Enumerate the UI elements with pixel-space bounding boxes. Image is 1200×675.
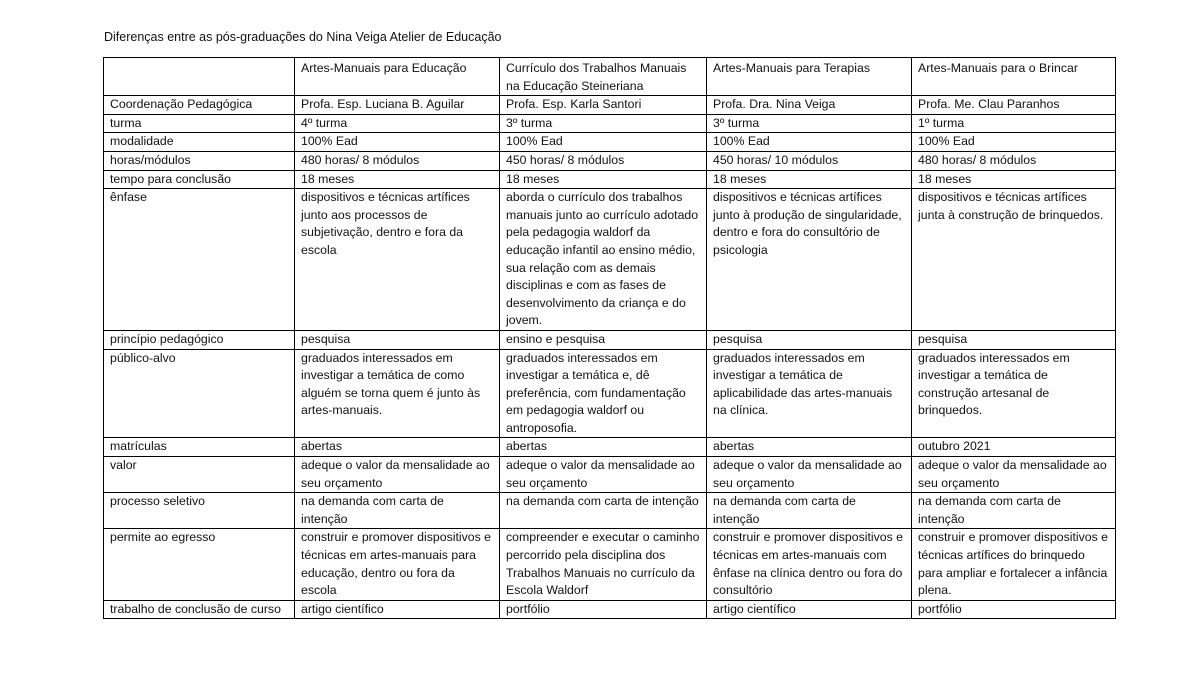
table-cell: adeque o valor da mensalidade ao seu orçamento bbox=[295, 457, 500, 493]
table-row bbox=[104, 493, 1116, 529]
table-cell: portfólio bbox=[500, 600, 707, 619]
header-cell-empty bbox=[104, 58, 295, 96]
table-cell: abertas bbox=[707, 438, 912, 457]
table-row bbox=[104, 438, 1116, 457]
table-row bbox=[104, 151, 1116, 170]
table-cell: 18 meses bbox=[295, 170, 500, 189]
comparison-table bbox=[103, 57, 1116, 619]
table-cell: pesquisa bbox=[912, 330, 1116, 349]
row-label: matrículas bbox=[104, 438, 295, 457]
row-label: Coordenação Pedagógica bbox=[104, 96, 295, 115]
table-cell: na demanda com carta de intenção bbox=[912, 493, 1116, 529]
table-cell: 1º turma bbox=[912, 114, 1116, 133]
table-cell: construir e promover dispositivos e técnicas em artes-manuais com ênfase na clínica dentro ou fora do consultório bbox=[707, 529, 912, 600]
table-cell: dispositivos e técnicas artífices junto à produção de singularidade, dentro e fora do consultório de psicologia bbox=[707, 189, 912, 331]
table-cell: adeque o valor da mensalidade ao seu orçamento bbox=[707, 457, 912, 493]
table-cell: 450 horas/ 10 módulos bbox=[707, 151, 912, 170]
table-cell: 100% Ead bbox=[707, 133, 912, 152]
table-cell: ensino e pesquisa bbox=[500, 330, 707, 349]
row-label: público-alvo bbox=[104, 349, 295, 438]
page-title: Diferenças entre as pós-graduações do Nina Veiga Atelier de Educação bbox=[104, 30, 502, 44]
table-cell: outubro 2021 bbox=[912, 438, 1116, 457]
table-row bbox=[104, 600, 1116, 619]
table-cell: 3º turma bbox=[707, 114, 912, 133]
row-label: turma bbox=[104, 114, 295, 133]
table-cell: graduados interessados em investigar a temática e, dê preferência, com fundamentação em pedagogia waldorf ou antroposofia. bbox=[500, 349, 707, 438]
table-cell: 100% Ead bbox=[912, 133, 1116, 152]
table-row bbox=[104, 170, 1116, 189]
table-cell: Profa. Esp. Karla Santori bbox=[500, 96, 707, 115]
header-cell-terapias: Artes-Manuais para Terapias bbox=[707, 58, 912, 96]
table-row bbox=[104, 529, 1116, 600]
table-cell: portfólio bbox=[912, 600, 1116, 619]
header-cell-steineriana: Currículo dos Trabalhos Manuais na Educação Steineriana bbox=[500, 58, 707, 96]
table-cell: na demanda com carta de intenção bbox=[500, 493, 707, 529]
table-row bbox=[104, 330, 1116, 349]
table-cell: graduados interessados em investigar a temática de como alguém se torna quem é junto às artes-manuais. bbox=[295, 349, 500, 438]
table-cell: dispositivos e técnicas artífices junta à construção de brinquedos. bbox=[912, 189, 1116, 331]
table-cell: Profa. Dra. Nina Veiga bbox=[707, 96, 912, 115]
table-cell: compreender e executar o caminho percorrido pela disciplina dos Trabalhos Manuais no currículo da Escola Waldorf bbox=[500, 529, 707, 600]
row-label: ênfase bbox=[104, 189, 295, 331]
row-label: permite ao egresso bbox=[104, 529, 295, 600]
table-cell: na demanda com carta de intenção bbox=[707, 493, 912, 529]
row-label: processo seletivo bbox=[104, 493, 295, 529]
table-cell: 18 meses bbox=[500, 170, 707, 189]
table-cell: graduados interessados em investigar a temática de construção artesanal de brinquedos. bbox=[912, 349, 1116, 438]
table-cell: abertas bbox=[500, 438, 707, 457]
table-row bbox=[104, 457, 1116, 493]
table-cell: construir e promover dispositivos e técnicas artífices do brinquedo para ampliar e fortalecer a infância plena. bbox=[912, 529, 1116, 600]
table-cell: 18 meses bbox=[707, 170, 912, 189]
table-cell: pesquisa bbox=[295, 330, 500, 349]
row-label: modalidade bbox=[104, 133, 295, 152]
table-cell: Profa. Me. Clau Paranhos bbox=[912, 96, 1116, 115]
table-cell: construir e promover dispositivos e técnicas em artes-manuais para educação, dentro ou fora da escola bbox=[295, 529, 500, 600]
table-cell: adeque o valor da mensalidade ao seu orçamento bbox=[500, 457, 707, 493]
table-cell: artigo científico bbox=[707, 600, 912, 619]
table-cell: na demanda com carta de intenção bbox=[295, 493, 500, 529]
table-row bbox=[104, 96, 1116, 115]
row-label: valor bbox=[104, 457, 295, 493]
table-row bbox=[104, 114, 1116, 133]
table-cell: 3º turma bbox=[500, 114, 707, 133]
table-cell: 4º turma bbox=[295, 114, 500, 133]
table-row bbox=[104, 189, 1116, 331]
table-row bbox=[104, 349, 1116, 438]
table-cell: 450 horas/ 8 módulos bbox=[500, 151, 707, 170]
table-cell: 18 meses bbox=[912, 170, 1116, 189]
table-cell: abertas bbox=[295, 438, 500, 457]
table-cell: adeque o valor da mensalidade ao seu orçamento bbox=[912, 457, 1116, 493]
row-label: horas/módulos bbox=[104, 151, 295, 170]
table-cell: 480 horas/ 8 módulos bbox=[912, 151, 1116, 170]
table-cell: aborda o currículo dos trabalhos manuais junto ao currículo adotado pela pedagogia waldorf da educação infantil ao ensino médio, sua relação com as demais disciplinas e com as fases de desenvolvimento da criança e do jovem. bbox=[500, 189, 707, 331]
header-cell-brincar: Artes-Manuais para o Brincar bbox=[912, 58, 1116, 96]
table-header-row bbox=[104, 58, 1116, 96]
header-cell-educacao: Artes-Manuais para Educação bbox=[295, 58, 500, 96]
row-label: tempo para conclusão bbox=[104, 170, 295, 189]
table-cell: graduados interessados em investigar a temática de aplicabilidade das artes-manuais na clínica. bbox=[707, 349, 912, 438]
table-cell: pesquisa bbox=[707, 330, 912, 349]
row-label: princípio pedagógico bbox=[104, 330, 295, 349]
table-cell: artigo científico bbox=[295, 600, 500, 619]
table-cell: 100% Ead bbox=[500, 133, 707, 152]
table-cell: 100% Ead bbox=[295, 133, 500, 152]
table-cell: 480 horas/ 8 módulos bbox=[295, 151, 500, 170]
table-cell: dispositivos e técnicas artífices junto aos processos de subjetivação, dentro e fora da escola bbox=[295, 189, 500, 331]
table-row bbox=[104, 133, 1116, 152]
row-label: trabalho de conclusão de curso bbox=[104, 600, 295, 619]
table-cell: Profa. Esp. Luciana B. Aguilar bbox=[295, 96, 500, 115]
